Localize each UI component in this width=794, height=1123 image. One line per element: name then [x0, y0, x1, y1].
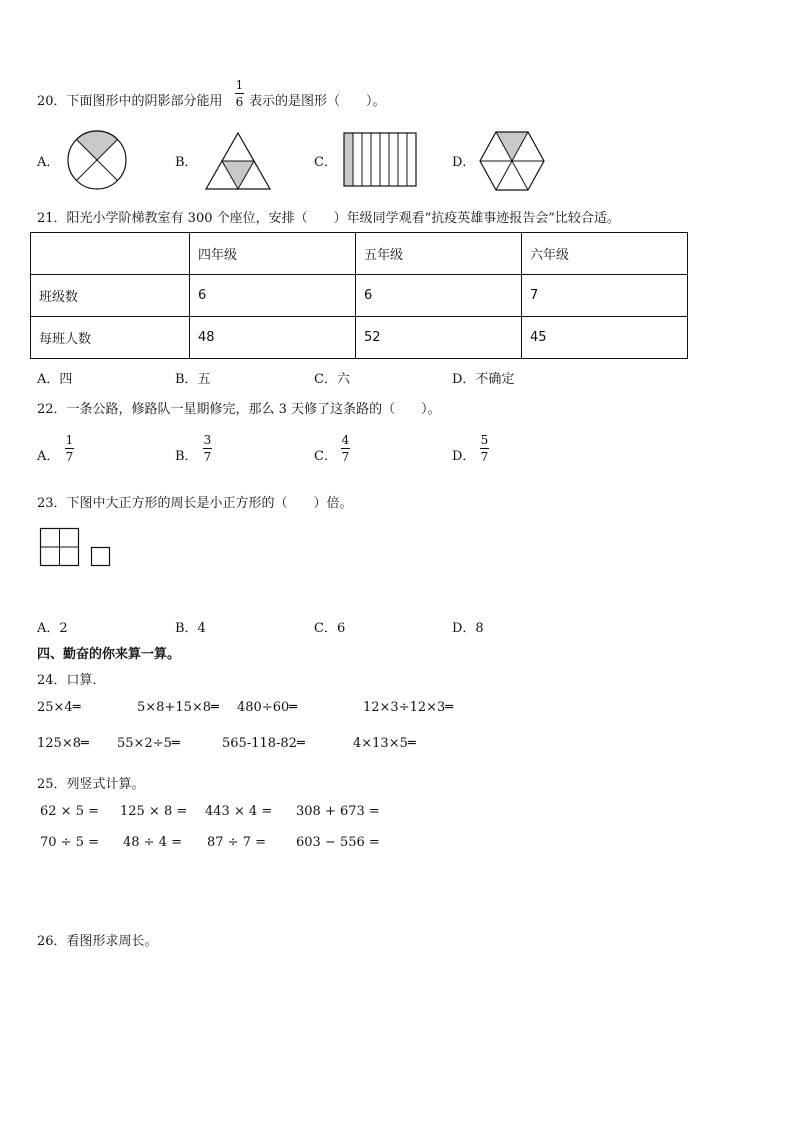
q25-item: 308 + 673 = — [296, 804, 380, 819]
q22-option-b-fraction — [203, 433, 212, 464]
q20-frac-num: 1 — [235, 78, 244, 92]
q24-item: 565-118-82═ — [222, 736, 305, 751]
fraction-numerator: 1 — [65, 433, 74, 447]
q25-item: 125 × 8 = — [120, 804, 188, 819]
q20-suffix: 表示的是图形（ ）。 — [249, 94, 386, 109]
q24-item: 25×4═ — [37, 700, 81, 715]
q20-stem — [37, 90, 223, 109]
q20-figure-a-circle — [66, 130, 128, 190]
fraction-denominator: 7 — [203, 450, 212, 464]
q24-item: 55×2÷5═ — [117, 736, 180, 751]
q22-option-a-fraction — [65, 433, 74, 464]
table-cell — [31, 233, 190, 275]
q25-item: 70 ÷ 5 = — [40, 835, 99, 850]
q21-option-b[interactable]: B．五 — [175, 372, 211, 387]
table-header: 六年级 — [522, 233, 688, 275]
q23-option-b[interactable]: B．4 — [175, 621, 206, 636]
q22-option-c-fraction — [341, 433, 350, 464]
q21-option-c[interactable]: C．六 — [314, 372, 350, 387]
q20-fraction — [235, 78, 244, 109]
q23-small-square — [91, 547, 111, 567]
table-row — [31, 233, 688, 275]
q20-option-b[interactable]: B． — [175, 155, 198, 170]
table-cell: 班级数 — [31, 275, 190, 317]
table-cell: 6 — [356, 275, 522, 317]
q21-stem: 21．阳光小学阶梯教室有 300 个座位，安排（ ）年级同学观看“抗疫英雄事迹报告会”比较合适。 — [37, 211, 620, 226]
table-cell: 6 — [190, 275, 356, 317]
q24-item: 480÷60═ — [237, 700, 298, 715]
q20-prefix: 20．下面图形中的阴影部分能用 — [37, 94, 223, 109]
q20-option-c[interactable]: C． — [314, 155, 337, 170]
q20-option-a[interactable]: A． — [37, 155, 60, 170]
q24-item: 12×3÷12×3═ — [363, 700, 454, 715]
q25-item: 62 × 5 = — [40, 804, 99, 819]
q23-option-a[interactable]: A．2 — [37, 621, 68, 636]
q24-item: 5×8+15×8═ — [137, 700, 219, 715]
q22-option-b[interactable]: B． — [175, 449, 198, 464]
q23-option-d[interactable]: D．8 — [452, 621, 484, 636]
q20-figure-d-hexagon — [478, 130, 546, 192]
q25-stem: 25．列竖式计算。 — [37, 777, 145, 792]
fraction-denominator: 7 — [480, 450, 489, 464]
q21-option-d[interactable]: D．不确定 — [452, 372, 515, 387]
q24-item: 125×8═ — [37, 736, 89, 751]
q23-stem: 23．下图中大正方形的周长是小正方形的（ ）倍。 — [37, 496, 353, 511]
table-row — [31, 275, 688, 317]
q21-option-a[interactable]: A．四 — [37, 372, 73, 387]
q20-figure-c-rectangle — [343, 132, 417, 188]
fraction-numerator: 5 — [480, 433, 489, 447]
q23-option-c[interactable]: C．6 — [314, 621, 346, 636]
q24-item: 4×13×5═ — [353, 736, 416, 751]
q20-figure-b-triangle — [205, 132, 271, 192]
q25-item: 87 ÷ 7 = — [207, 835, 266, 850]
table-cell: 每班人数 — [31, 317, 190, 359]
q22-stem: 22．一条公路，修路队一星期修完，那么 3 天修了这条路的（ ）。 — [37, 402, 441, 417]
fraction-numerator: 3 — [203, 433, 212, 447]
q22-option-d-fraction — [480, 433, 489, 464]
q20-option-d[interactable]: D． — [452, 155, 476, 170]
table-row — [31, 317, 688, 359]
q26-stem: 26．看图形求周长。 — [37, 934, 158, 949]
q25-item: 603 − 556 = — [296, 835, 380, 850]
table-cell: 45 — [522, 317, 688, 359]
q25-item: 48 ÷ 4 = — [123, 835, 182, 850]
table-cell: 7 — [522, 275, 688, 317]
section-4-title: 四、勤奋的你来算一算。 — [37, 647, 181, 662]
fraction-numerator: 4 — [341, 433, 350, 447]
fraction-denominator: 7 — [65, 450, 74, 464]
q22-option-a[interactable]: A． — [37, 449, 60, 464]
q22-option-c[interactable]: C． — [314, 449, 337, 464]
q22-option-d[interactable]: D． — [452, 449, 476, 464]
table-cell: 48 — [190, 317, 356, 359]
q25-item: 443 × 4 = — [205, 804, 273, 819]
fraction-denominator: 7 — [341, 450, 350, 464]
q24-stem: 24．口算． — [37, 673, 106, 688]
q23-large-square — [40, 528, 80, 568]
table-header: 四年级 — [190, 233, 356, 275]
table-cell: 52 — [356, 317, 522, 359]
q20-frac-den: 6 — [235, 95, 244, 109]
q21-grade-table — [30, 232, 688, 359]
table-header: 五年级 — [356, 233, 522, 275]
